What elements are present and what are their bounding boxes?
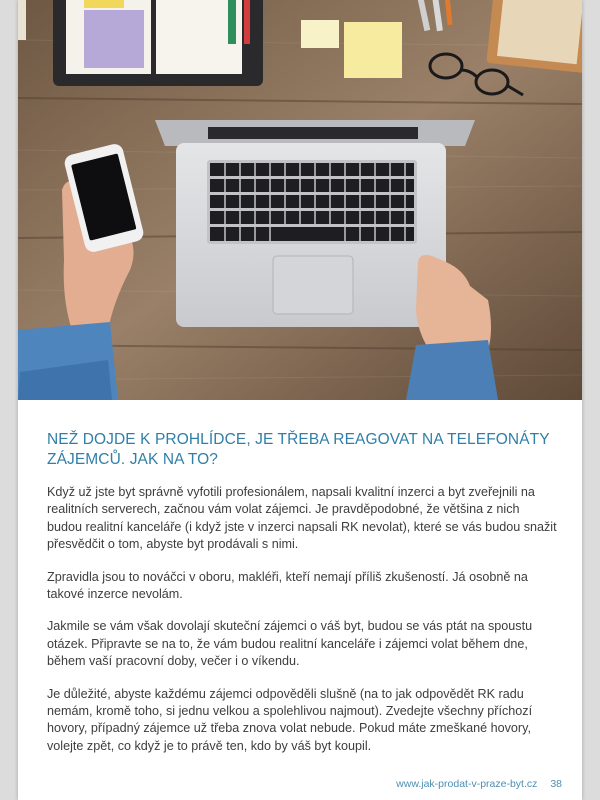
page-footer bbox=[396, 778, 562, 790]
hero-photo bbox=[18, 0, 582, 400]
page-number: 38 bbox=[550, 778, 562, 790]
paragraph: Zpravidla jsou to nováčci v oboru, makléři, kteří nemají příliš zkušeností. Já osobně na takové inzerce nevolám. bbox=[47, 569, 528, 602]
footer-url-link[interactable]: www.jak-prodat-v-praze-byt.cz bbox=[396, 778, 538, 790]
article-body bbox=[47, 430, 557, 755]
section-heading: NEŽ DOJDE K PROHLÍDCE, JE TŘEBA REAGOVAT NA TELEFONÁTY ZÁJEMCŮ. JAK NA TO? bbox=[47, 431, 550, 468]
document-page bbox=[18, 0, 582, 800]
paragraph: Jakmile se vám však dovolají skuteční zájemci o váš byt, budou se vás ptát na spoustu otázek. Připravte se na to, že vám budou realitní kanceláře i zájemci volat během dne, během vaší pracovní doby, večer i o víkendu. bbox=[47, 619, 533, 669]
paragraph: Je důležité, abyste každému zájemci odpověděli slušně (na to jak odpovědět RK radu nemám, kromě toho, si jednu velkou a spolehlivou najmout). Zvedejte všechny příchozí hovory, případný zájemce už třeba znova volat nebude. Pokud máte zmeškané hovory, volejte zpět, co když je to právě ten, kdo by váš byt koupil. bbox=[47, 686, 533, 753]
desk-laptop-photo bbox=[18, 0, 582, 400]
paragraph: Když už jste byt správně vyfotili profesionálem, napsali kvalitní inzerci a byt zveřejnili na realitních serverech, začnou vám volat zájemci. Je pravděpodobné, že většina z nich budou realitní kanceláře (i když jste v inzerci napsali RK nevolat), které se vás budou snažit přesvědčit o tom, abyste byt prodávali s nimi. bbox=[47, 485, 557, 552]
